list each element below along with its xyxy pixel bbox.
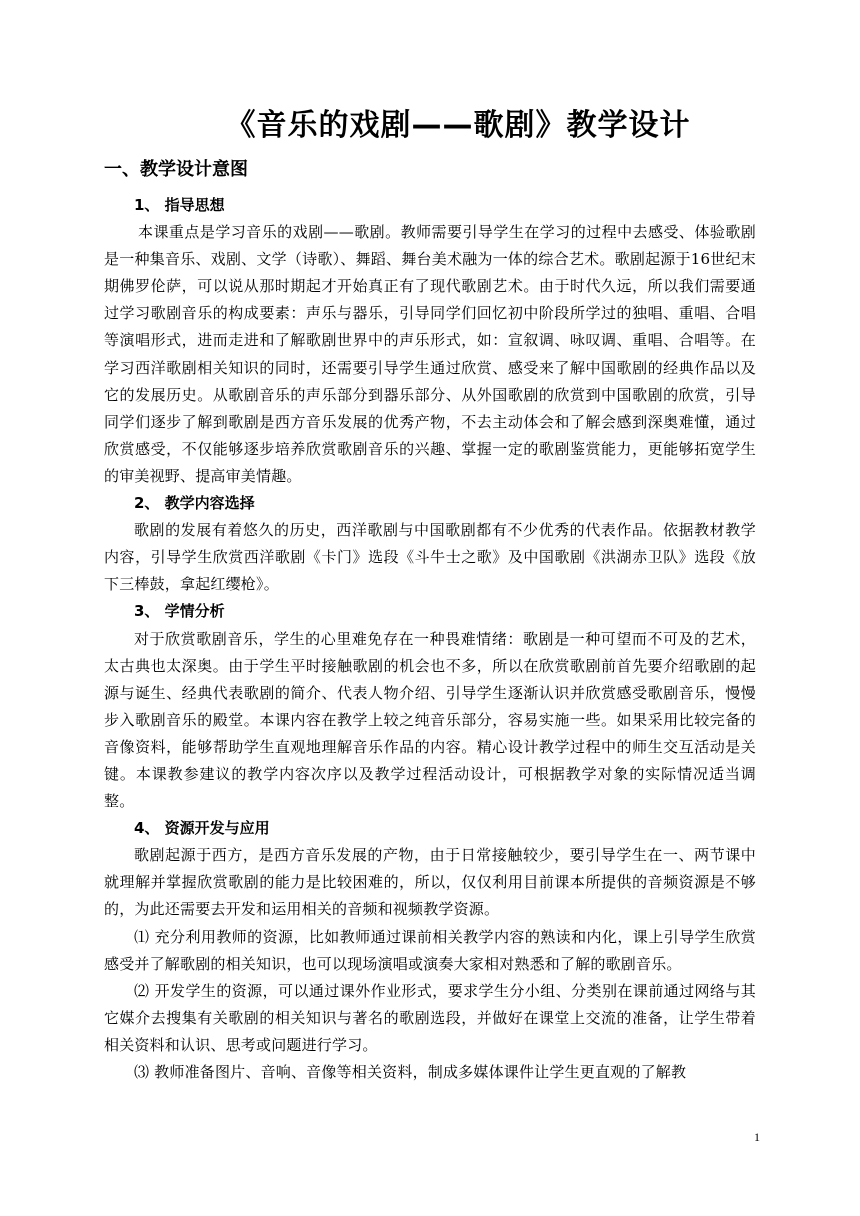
document-title: 《音乐的戏剧——歌剧》教学设计: [225, 108, 691, 143]
paragraph-guiding-idea: 本课重点是学习音乐的戏剧——歌剧。教师需要引导学生在学习的过程中去感受、体验歌剧是一种集音乐、戏剧、文学（诗歌）、舞蹈、舞台美术融为一体的综合艺术。歌剧起源于16世纪末期佛罗伦萨，可以说从那时期起才开始真正有了现代歌剧艺术。由于时代久远，所以我们需要通过学习歌剧音乐的构成要素：声乐与器乐，引导同学们回忆初中阶段所学过的独唱、重唱、合唱等演唱形式，进而走进和了解歌剧世界中的声乐形式，如：宣叙调、咏叹调、重唱、合唱等。在学习西洋歌剧相关知识的同时，还需要引导学生通过欣赏、感受来了解中国歌剧的经典作品以及它的发展历史。从歌剧音乐的声乐部分到器乐部分、从外国歌剧的欣赏到中国歌剧的欣赏，引导同学们逐步了解到歌剧是西方音乐发展的优秀产物，不去主动体会和了解会感到深奥难懂，通过欣赏感受，不仅能够逐步培养欣赏歌剧音乐的兴趣、掌握一定的歌剧鉴赏能力，更能够拓宽学生的审美视野、提高审美情趣。: [104, 223, 756, 485]
subheading-student-analysis: 3、 学情分析: [134, 602, 225, 621]
subheading-resources: 4、 资源开发与应用: [134, 819, 270, 838]
section-heading-design-intent: 一、教学设计意图: [104, 159, 248, 180]
page-number: 1: [754, 1130, 760, 1144]
paragraph-resources: 歌剧起源于西方，是西方音乐发展的产物，由于日常接触较少，要引导学生在一、两节课中就理解并掌握欣赏歌剧的能力是比较困难的，所以，仅仅利用目前课本所提供的音频资源是不够的，为此还需要去开发和运用相关的音频和视频教学资源。: [104, 846, 756, 919]
list-item-teacher-resources: ⑴ 充分利用教师的资源，比如教师通过课前相关教学内容的熟读和内化，课上引导学生欣赏感受并了解歌剧的相关知识，也可以现场演唱或演奏大家相对熟悉和了解的歌剧音乐。: [104, 927, 756, 973]
document-body: [104, 192, 756, 1086]
subheading-guiding-idea: 1、 指导思想: [134, 196, 225, 214]
list-item-student-resources: ⑵ 开发学生的资源，可以通过课外作业形式，要求学生分小组、分类别在课前通过网络与其它媒介去搜集有关歌剧的相关知识与著名的歌剧选段，并做好在课堂上交流的准备，让学生带着相关资料和认识、思考或问题进行学习。: [104, 981, 756, 1054]
paragraph-student-analysis: 对于欣赏歌剧音乐，学生的心里难免存在一种畏难情绪：歌剧是一种可望而不可及的艺术，太古典也太深奥。由于学生平时接触歌剧的机会也不多，所以在欣赏歌剧前首先要介绍歌剧的起源与诞生、经典代表歌剧的简介、代表人物介绍、引导学生逐渐认识并欣赏感受歌剧音乐，慢慢步入歌剧音乐的殿堂。本课内容在教学上较之纯音乐部分，容易实施一些。如果采用比较完备的音像资料，能够帮助学生直观地理解音乐作品的内容。精心设计教学过程中的师生交互活动是关键。本课教参建议的教学内容次序以及教学过程活动设计，可根据教学对象的实际情况适当调整。: [104, 629, 756, 811]
paragraph-content-selection: 歌剧的发展有着悠久的历史，西洋歌剧与中国歌剧都有不少优秀的代表作品。依据教材教学内容，引导学生欣赏西洋歌剧《卡门》选段《斗牛士之歌》及中国歌剧《洪湖赤卫队》选段《放下三棒鼓，拿起红缨枪》。: [104, 521, 756, 594]
list-item-multimedia-resources: ⑶ 教师准备图片、音响、音像等相关资料，制成多媒体课件让学生更直观的了解教: [134, 1063, 687, 1081]
subheading-content-selection: 2、 教学内容选择: [134, 494, 255, 513]
